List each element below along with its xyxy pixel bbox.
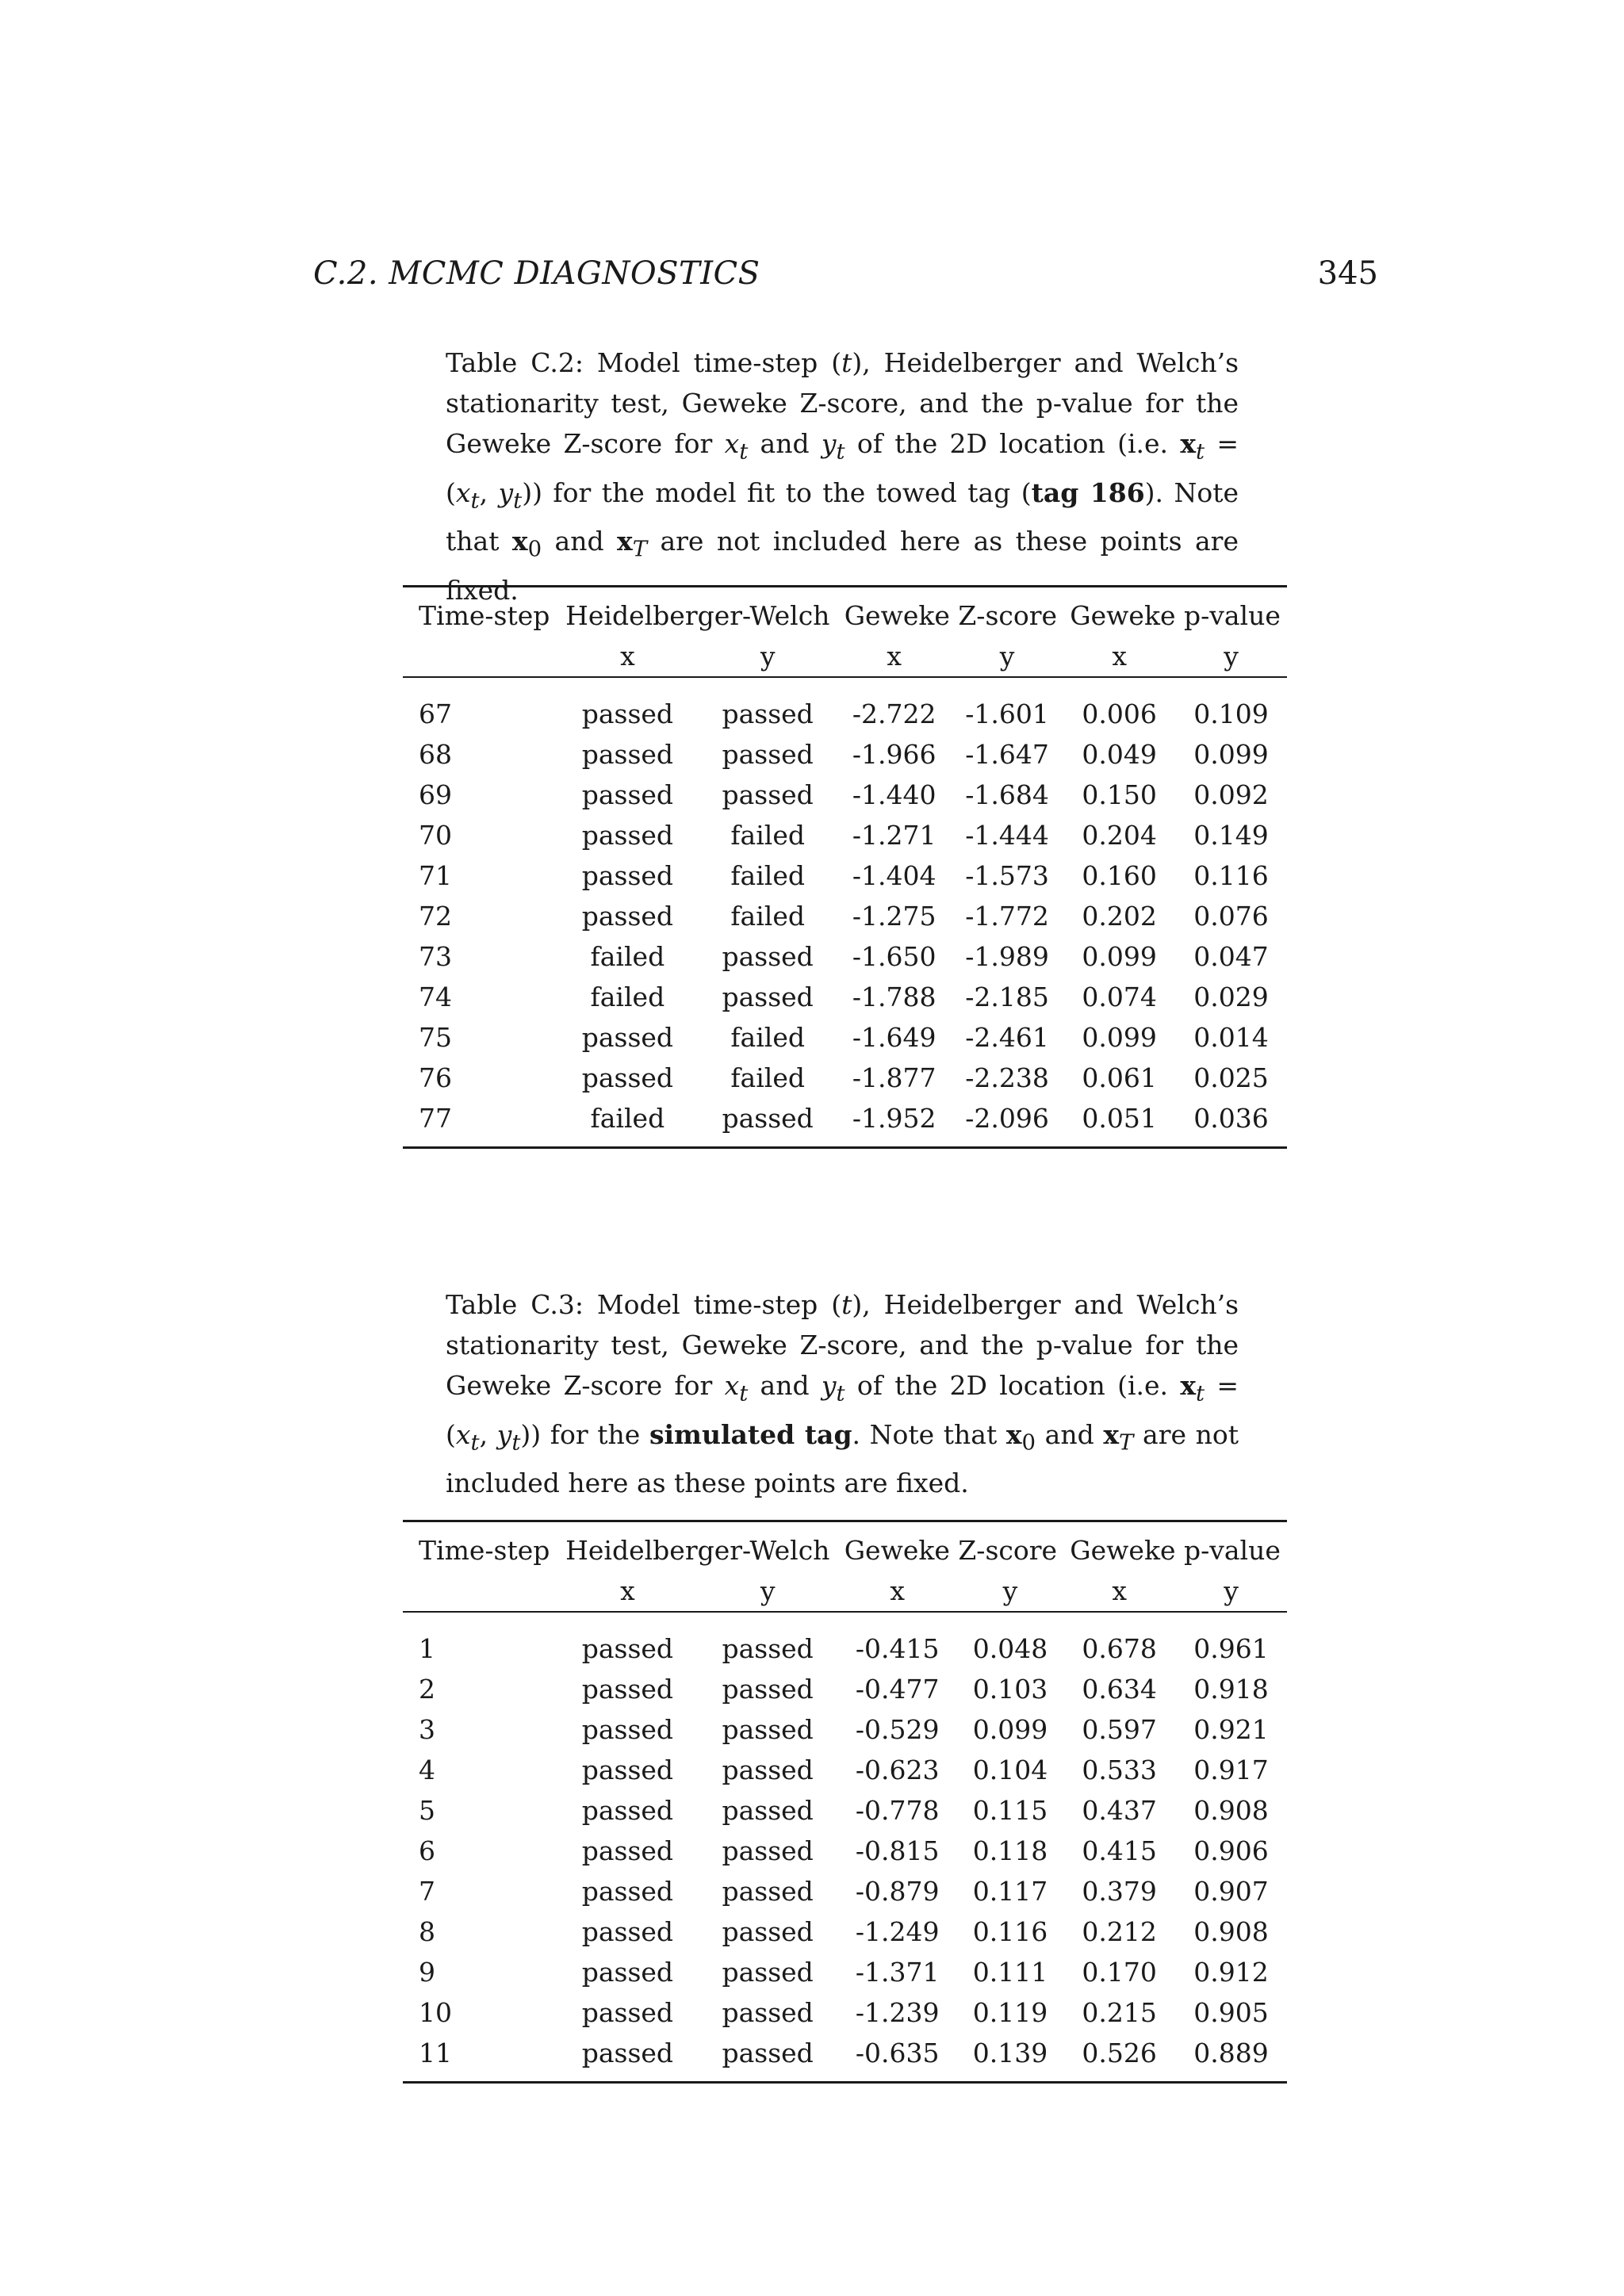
caption-subscript: T (1119, 1429, 1134, 1456)
table-cell: 67 (419, 698, 452, 729)
caption-subscript: t (739, 438, 749, 465)
table-cell: 0.029 (1193, 982, 1269, 1012)
column-header: Heidelberger-Welch (565, 1535, 830, 1566)
table-row (403, 1709, 1287, 1750)
table-cell: passed (722, 1674, 814, 1705)
table-cell: passed (722, 1916, 814, 1947)
caption-text: , (479, 1418, 497, 1450)
caption-text: ). Note that (446, 476, 1239, 557)
table-cell: 0.006 (1082, 698, 1157, 729)
table-row (403, 1871, 1287, 1911)
caption-text: )) for the (520, 1418, 649, 1450)
table-row (403, 734, 1287, 775)
table-cell: -0.415 (855, 1633, 940, 1664)
table-cell: -1.649 (852, 1022, 936, 1053)
table-cell: failed (730, 1022, 805, 1053)
table-cell: passed (581, 1022, 674, 1053)
table-cell: -1.989 (965, 941, 1049, 972)
table-cell: 0.912 (1193, 1957, 1269, 1988)
caption-subscript: 0 (1021, 1429, 1036, 1456)
table-row (403, 936, 1287, 977)
table-cell: passed (581, 1755, 674, 1785)
table-cell: 0.961 (1193, 1633, 1269, 1664)
table-cell: passed (722, 2038, 814, 2068)
table-cell: passed (581, 1633, 674, 1664)
table-cell: -1.601 (965, 698, 1049, 729)
table-row (403, 1058, 1287, 1098)
table-cell: 0.104 (972, 1755, 1048, 1785)
caption-math: t (841, 347, 852, 378)
table-row (403, 1098, 1287, 1138)
table-cell: 71 (419, 860, 452, 891)
table-cell: 0.906 (1193, 1835, 1269, 1866)
table-row (403, 815, 1287, 855)
column-subheader: x (887, 641, 902, 672)
column-header: Heidelberger-Welch (565, 600, 830, 631)
table-c3 (403, 1520, 1287, 2084)
table-row (403, 1017, 1287, 1058)
table-c2-body (403, 677, 1287, 1148)
table-row (403, 1952, 1287, 1992)
table-cell: passed (722, 941, 814, 972)
table-cell: 6 (419, 1835, 435, 1866)
table-cell: failed (730, 1062, 805, 1093)
column-header: Geweke Z-score (844, 600, 1058, 631)
table-cell: passed (722, 779, 814, 810)
table-cell: -2.185 (965, 982, 1049, 1012)
table-cell: -1.239 (855, 1997, 940, 2028)
caption-text: and (748, 428, 822, 459)
column-header: Time-step (419, 600, 550, 631)
table-cell: passed (722, 982, 814, 1012)
table-cell: 0.204 (1082, 820, 1157, 851)
section-title: C.2. MCMC DIAGNOSTICS (313, 255, 760, 292)
table-cell: -0.529 (855, 1714, 940, 1745)
table-cell: 0.119 (972, 1997, 1048, 2028)
table-cell: 0.170 (1082, 1957, 1157, 1988)
caption-subscript: 0 (527, 536, 542, 562)
table-cell: 0.111 (972, 1957, 1048, 1988)
caption-math: x (724, 1370, 740, 1401)
caption-text: )) for the model fit to the towed tag ( (522, 476, 1032, 508)
table-cell: 0.202 (1082, 901, 1157, 932)
table-cell: -2.461 (965, 1022, 1049, 1053)
table-cell: passed (581, 860, 674, 891)
table-cell: 76 (419, 1062, 452, 1093)
table-cell: -1.440 (852, 779, 936, 810)
table-cell: passed (722, 1103, 814, 1134)
table-cell: 0.036 (1193, 1103, 1269, 1134)
table-cell: 0.092 (1193, 779, 1269, 810)
table-cell: 0.074 (1082, 982, 1157, 1012)
table-row (403, 1831, 1287, 1871)
table-cell: 9 (419, 1957, 435, 1988)
table-cell: passed (581, 901, 674, 932)
column-subheader: y (1002, 1575, 1018, 1606)
table-cell: 0.215 (1082, 1997, 1157, 2028)
column-subheader: x (620, 641, 635, 672)
running-head (313, 255, 1378, 292)
caption-text: = ( (446, 428, 1239, 508)
table-cell: passed (581, 820, 674, 851)
caption-text: , (479, 476, 499, 508)
table-row (403, 1750, 1287, 1790)
column-subheader: y (760, 641, 776, 672)
table-cell: 3 (419, 1714, 435, 1745)
header-row (403, 587, 1287, 637)
caption-text: ), Heidelberger and Welch’s stationarity test, Geweke Z-score, and the p-value for the Geweke Z-score for (446, 1289, 1239, 1401)
column-subheader: y (760, 1575, 776, 1606)
caption-math: y (496, 1418, 512, 1450)
caption-subscript: t (470, 1429, 480, 1456)
caption-vector: x (617, 526, 633, 557)
table-cell: 0.150 (1082, 779, 1157, 810)
table-cell: passed (581, 1714, 674, 1745)
table-cell: 0.061 (1082, 1062, 1157, 1093)
table-cell: 0.212 (1082, 1916, 1157, 1947)
table-cell: 0.051 (1082, 1103, 1157, 1134)
table-cell: -1.966 (852, 739, 936, 770)
caption-bold: simulated tag (649, 1418, 852, 1450)
table-cell: 0.118 (972, 1835, 1048, 1866)
table-cell: passed (581, 1835, 674, 1866)
table-cell: 0.908 (1193, 1795, 1269, 1826)
table-cell: -0.477 (855, 1674, 940, 1705)
table-cell: 0.099 (1082, 1022, 1157, 1053)
header-row (403, 1521, 1287, 1571)
table-cell: 0.597 (1082, 1714, 1157, 1745)
caption-vector: x (1103, 1418, 1120, 1450)
caption-vector: x (511, 526, 528, 557)
table-cell: 69 (419, 779, 452, 810)
caption-subscript: t (511, 1429, 521, 1456)
table-cell: passed (581, 1795, 674, 1826)
table-cell: 0.103 (972, 1674, 1048, 1705)
table-cell: -2.238 (965, 1062, 1049, 1093)
page-number: 345 (1317, 255, 1378, 292)
table-cell: -0.778 (855, 1795, 940, 1826)
table-cell: 0.533 (1082, 1755, 1157, 1785)
table-cell: 10 (419, 1997, 452, 2028)
table-cell: 0.634 (1082, 1674, 1157, 1705)
caption-text: ), Heidelberger and Welch’s stationarity test, Geweke Z-score, and the p-value for the Geweke Z-score for (446, 347, 1239, 459)
table-cell: 70 (419, 820, 452, 851)
caption-subscript: t (836, 1380, 845, 1406)
caption-math: y (821, 1370, 837, 1401)
table-cell: -1.788 (852, 982, 936, 1012)
table-cell: -1.772 (965, 901, 1049, 932)
table-cell: passed (581, 739, 674, 770)
table-cell: passed (581, 2038, 674, 2068)
table-cell: 0.437 (1082, 1795, 1157, 1826)
table-cell: 0.117 (972, 1876, 1048, 1907)
caption-math: t (841, 1289, 852, 1320)
table-cell: 72 (419, 901, 452, 932)
table-cell: passed (722, 1835, 814, 1866)
table-cell: failed (590, 982, 665, 1012)
table-cell: passed (581, 779, 674, 810)
caption-text: Table C.2: Model time-step ( (446, 347, 842, 378)
caption-text: and (748, 1370, 822, 1401)
caption-math: x (724, 428, 740, 459)
column-subheader: y (999, 641, 1015, 672)
caption-text: and (542, 526, 618, 557)
table-cell: 0.908 (1193, 1916, 1269, 1947)
caption-vector: x (1005, 1418, 1022, 1450)
caption-math: y (498, 476, 514, 508)
table-cell: 0.099 (1082, 941, 1157, 972)
table-row (403, 896, 1287, 936)
table-row (403, 775, 1287, 815)
column-header: Geweke p-value (1070, 600, 1281, 631)
table-cell: 77 (419, 1103, 452, 1134)
table-cell: -2.722 (852, 698, 936, 729)
column-subheader: y (1224, 1575, 1239, 1606)
table-cell: 68 (419, 739, 452, 770)
table-cell: 0.116 (972, 1916, 1048, 1947)
table-cell: 4 (419, 1755, 435, 1785)
table-row (403, 977, 1287, 1017)
subheader-row (403, 636, 1287, 677)
caption-subscript: t (739, 1380, 749, 1406)
table-cell: passed (581, 1997, 674, 2028)
table-cell: 0.889 (1193, 2038, 1269, 2068)
table-cell: passed (722, 1997, 814, 2028)
table-cell: failed (730, 860, 805, 891)
caption-subscript: t (836, 438, 845, 465)
table-cell: passed (722, 1795, 814, 1826)
column-header: Geweke Z-score (844, 1535, 1058, 1566)
table-cell: 0.025 (1193, 1062, 1269, 1093)
table-cell: -0.635 (855, 2038, 940, 2068)
table-cell: 0.918 (1193, 1674, 1269, 1705)
table-cell: 0.115 (972, 1795, 1048, 1826)
table-cell: 1 (419, 1633, 435, 1664)
table-cell: 0.139 (972, 2038, 1048, 2068)
table-row (403, 1669, 1287, 1709)
table-cell: passed (722, 1755, 814, 1785)
column-subheader: x (620, 1575, 635, 1606)
table-cell: -1.404 (852, 860, 936, 891)
caption-subscript: t (1196, 438, 1205, 465)
caption-text: . Note that (852, 1418, 1006, 1450)
table-cell: failed (590, 1103, 665, 1134)
table-cell: 0.049 (1082, 739, 1157, 770)
caption-vector: x (1180, 1370, 1196, 1401)
caption-vector: x (1180, 428, 1196, 459)
table-cell: 8 (419, 1916, 435, 1947)
table-c2-grid (403, 585, 1287, 1149)
caption-text: are not included here as these points are fixed. (446, 1418, 1239, 1499)
table-cell: 0.076 (1193, 901, 1269, 932)
table-cell: -1.952 (852, 1103, 936, 1134)
caption-subscript: t (470, 488, 480, 514)
table-cell: 0.109 (1193, 698, 1269, 729)
table-cell: 0.099 (972, 1714, 1048, 1745)
table-cell: 11 (419, 2038, 452, 2068)
table-cell: 5 (419, 1795, 435, 1826)
table-c2 (403, 585, 1287, 1149)
table-cell: -1.573 (965, 860, 1049, 891)
table-cell: 2 (419, 1674, 435, 1705)
table-row (403, 694, 1287, 734)
table-cell: failed (730, 901, 805, 932)
table-cell: 0.116 (1193, 860, 1269, 891)
table-cell: 0.917 (1193, 1755, 1269, 1785)
table-cell: passed (581, 1957, 674, 1988)
table-cell: passed (581, 1916, 674, 1947)
caption-text: and (1036, 1418, 1104, 1450)
table-cell: passed (722, 698, 814, 729)
table-c3-body (403, 1612, 1287, 2083)
table-cell: passed (722, 1633, 814, 1664)
column-subheader: y (1224, 641, 1239, 672)
table-row (403, 1992, 1287, 2033)
table-cell: -0.623 (855, 1755, 940, 1785)
table-cell: passed (722, 1714, 814, 1745)
caption-math: x (455, 476, 471, 508)
table-cell: 73 (419, 941, 452, 972)
caption-text: = ( (446, 1370, 1239, 1450)
table-cell: 0.905 (1193, 1997, 1269, 2028)
table-row (403, 1628, 1287, 1669)
table-cell: -1.684 (965, 779, 1049, 810)
table-cell: -1.877 (852, 1062, 936, 1093)
table-cell: passed (581, 1674, 674, 1705)
table-cell: 0.526 (1082, 2038, 1157, 2068)
column-subheader: x (1112, 641, 1127, 672)
table-cell: passed (581, 698, 674, 729)
table-cell: failed (730, 820, 805, 851)
table-cell: -1.275 (852, 901, 936, 932)
table-cell: -1.271 (852, 820, 936, 851)
table-cell: passed (581, 1062, 674, 1093)
table-cell: passed (722, 739, 814, 770)
caption-bold: tag 186 (1031, 476, 1145, 508)
table-cell: -1.249 (855, 1916, 940, 1947)
caption-text: of the 2D location (i.e. (845, 1370, 1181, 1401)
caption-math: y (821, 428, 837, 459)
caption-text: Table C.3: Model time-step ( (446, 1289, 842, 1320)
table-cell: -1.371 (855, 1957, 940, 1988)
column-subheader: x (1112, 1575, 1127, 1606)
table-cell: failed (590, 941, 665, 972)
caption-text: are not included here as these points are fixed. (446, 526, 1239, 606)
table-c2-caption (446, 342, 1239, 610)
column-header: Geweke p-value (1070, 1535, 1281, 1566)
caption-subscript: t (513, 488, 523, 514)
table-cell: 0.047 (1193, 941, 1269, 972)
table-row (403, 1911, 1287, 1952)
table-cell: 7 (419, 1876, 435, 1907)
table-cell: passed (581, 1876, 674, 1907)
table-cell: 0.907 (1193, 1876, 1269, 1907)
caption-subscript: t (1196, 1380, 1205, 1406)
caption-text: of the 2D location (i.e. (845, 428, 1181, 459)
table-cell: -1.650 (852, 941, 936, 972)
table-c3-caption (446, 1284, 1239, 1503)
column-header: Time-step (419, 1535, 550, 1566)
table-cell: 0.048 (972, 1633, 1048, 1664)
caption-math: x (455, 1418, 471, 1450)
table-cell: -2.096 (965, 1103, 1049, 1134)
table-cell: 0.014 (1193, 1022, 1269, 1053)
column-subheader: x (890, 1575, 905, 1606)
table-cell: -1.647 (965, 739, 1049, 770)
table-cell: passed (722, 1957, 814, 1988)
table-cell: 0.678 (1082, 1633, 1157, 1664)
subheader-row (403, 1571, 1287, 1612)
table-cell: 0.415 (1082, 1835, 1157, 1866)
table-cell: 0.149 (1193, 820, 1269, 851)
table-row (403, 1790, 1287, 1831)
table-cell: -0.815 (855, 1835, 940, 1866)
table-row (403, 855, 1287, 896)
table-row (403, 2033, 1287, 2073)
table-cell: 75 (419, 1022, 452, 1053)
table-cell: 0.099 (1193, 739, 1269, 770)
table-cell: -1.444 (965, 820, 1049, 851)
table-cell: 0.921 (1193, 1714, 1269, 1745)
table-cell: 74 (419, 982, 452, 1012)
table-cell: 0.160 (1082, 860, 1157, 891)
table-cell: passed (722, 1876, 814, 1907)
caption-subscript: T (632, 536, 648, 562)
table-c3-grid (403, 1520, 1287, 2084)
table-cell: 0.379 (1082, 1876, 1157, 1907)
table-cell: -0.879 (855, 1876, 940, 1907)
